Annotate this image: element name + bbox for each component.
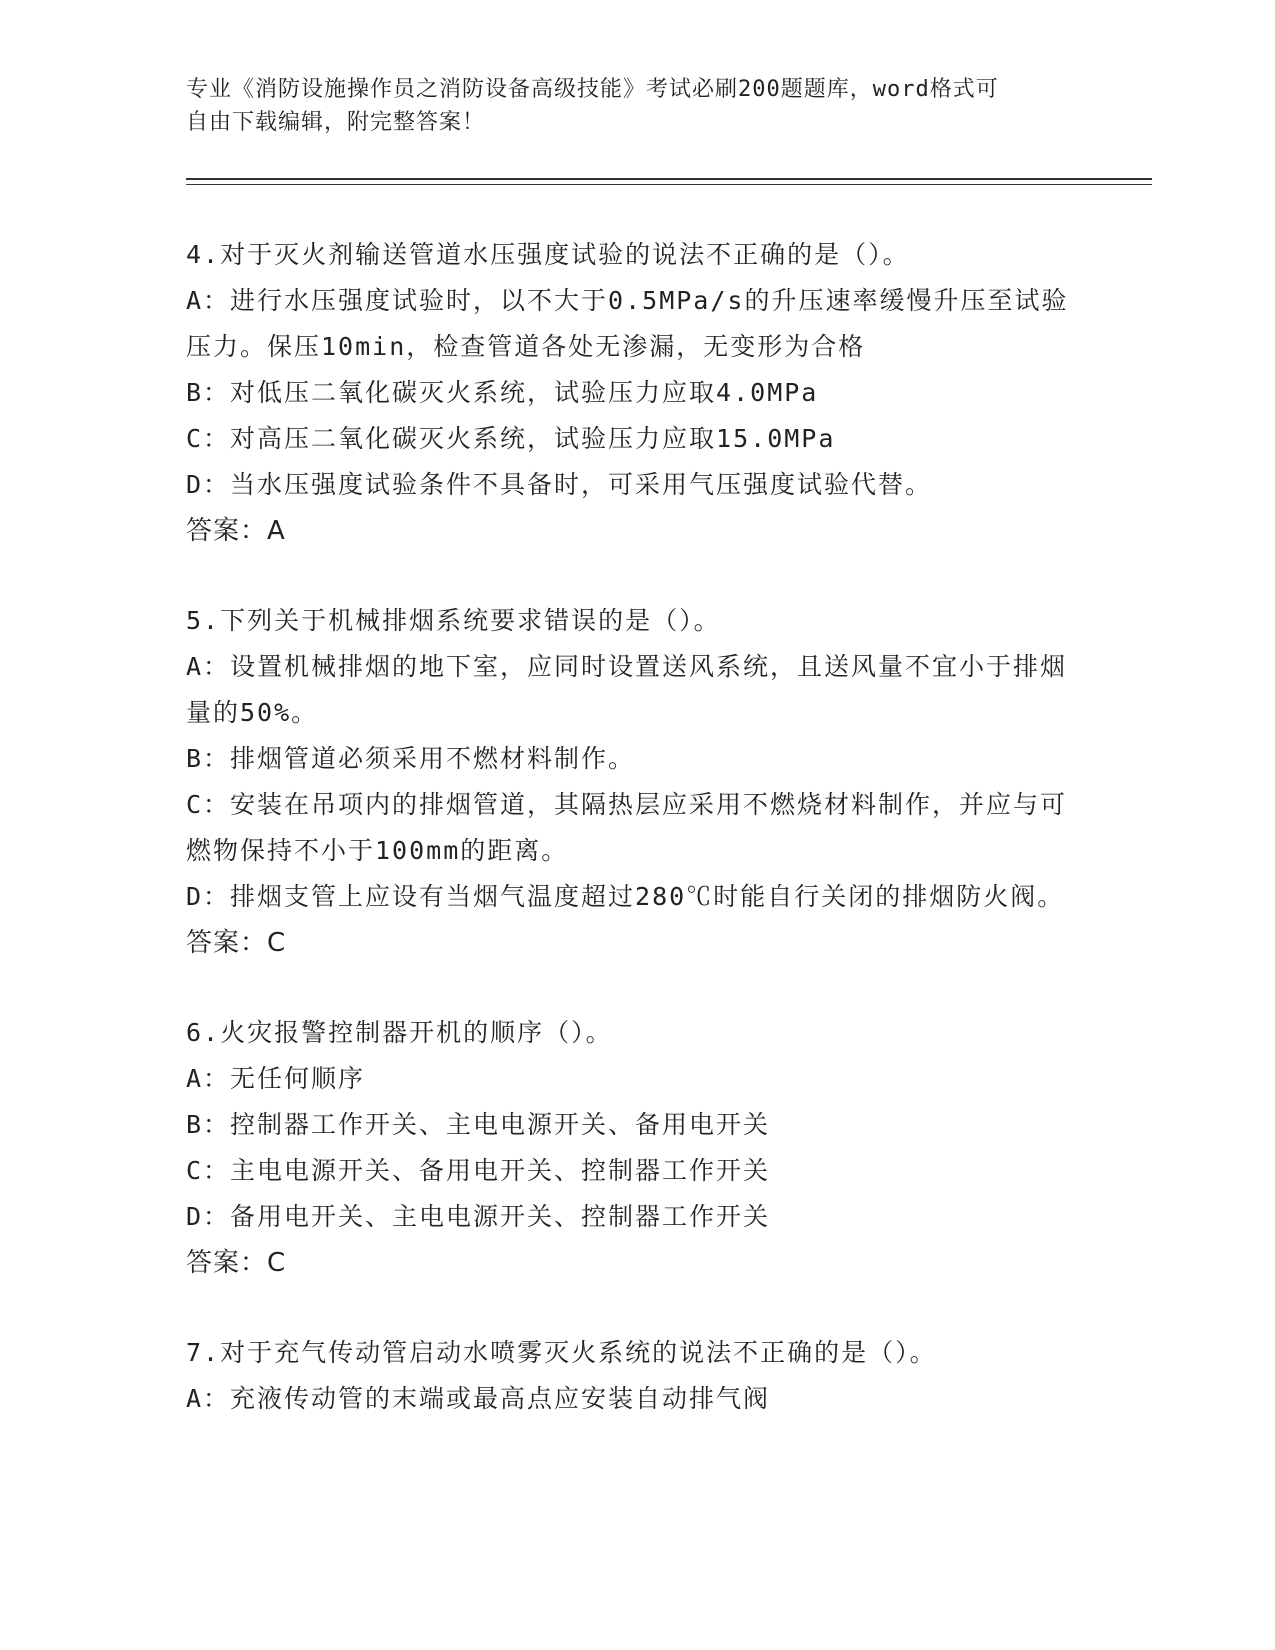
question-list [186,232,1086,1466]
answer-label: 答案：A [186,516,286,546]
option-c: C：对高压二氧化碳灭火系统，试验压力应取15.0MPa [186,424,836,453]
option-d: D：备用电开关、主电电源开关、控制器工作开关 [186,1202,771,1231]
option-a: A：进行水压强度试验时，以不大于0.5MPa/s的升压速率缓慢升压至试验压力。保压10min，检查管道各处无渗漏，无变形为合格 [186,286,1069,361]
question-5 [186,598,1086,966]
question-6 [186,1010,1086,1286]
question-4 [186,232,1086,554]
header-divider-thick [186,178,1152,180]
option-a: A：充液传动管的末端或最高点应安装自动排气阀 [186,1384,771,1413]
document-header [186,73,1066,139]
option-b: B：控制器工作开关、主电电源开关、备用电开关 [186,1110,771,1139]
option-c: C：主电电源开关、备用电开关、控制器工作开关 [186,1156,771,1185]
option-d: D：排烟支管上应设有当烟气温度超过280℃时能自行关闭的排烟防火阀。 [186,882,1065,911]
header-line-1: 专业《消防设施操作员之消防设备高级技能》考试必刷200题题库，word格式可 [186,77,999,102]
option-b: B：对低压二氧化碳灭火系统，试验压力应取4.0MPa [186,378,819,407]
question-7 [186,1330,1086,1422]
question-stem: 7.对于充气传动管启动水喷雾灭火系统的说法不正确的是（）。 [186,1338,937,1367]
option-d: D：当水压强度试验条件不具备时，可采用气压强度试验代替。 [186,470,933,499]
option-b: B：排烟管道必须采用不燃材料制作。 [186,744,636,773]
header-line-2: 自由下载编辑，附完整答案！ [186,110,486,135]
option-a: A：设置机械排烟的地下室，应同时设置送风系统，且送风量不宜小于排烟量的50%。 [186,652,1068,727]
answer-label: 答案：C [186,928,287,958]
question-stem: 6.火灾报警控制器开机的顺序（）。 [186,1018,613,1047]
header-divider-thin [186,184,1152,185]
option-a: A：无任何顺序 [186,1064,366,1093]
answer-label: 答案：C [186,1248,287,1278]
question-stem: 5.下列关于机械排烟系统要求错误的是（）。 [186,606,721,635]
option-c: C：安装在吊项内的排烟管道，其隔热层应采用不燃烧材料制作，并应与可燃物保持不小于100mm的距离。 [186,790,1068,865]
question-stem: 4.对于灭火剂输送管道水压强度试验的说法不正确的是（）。 [186,240,910,269]
